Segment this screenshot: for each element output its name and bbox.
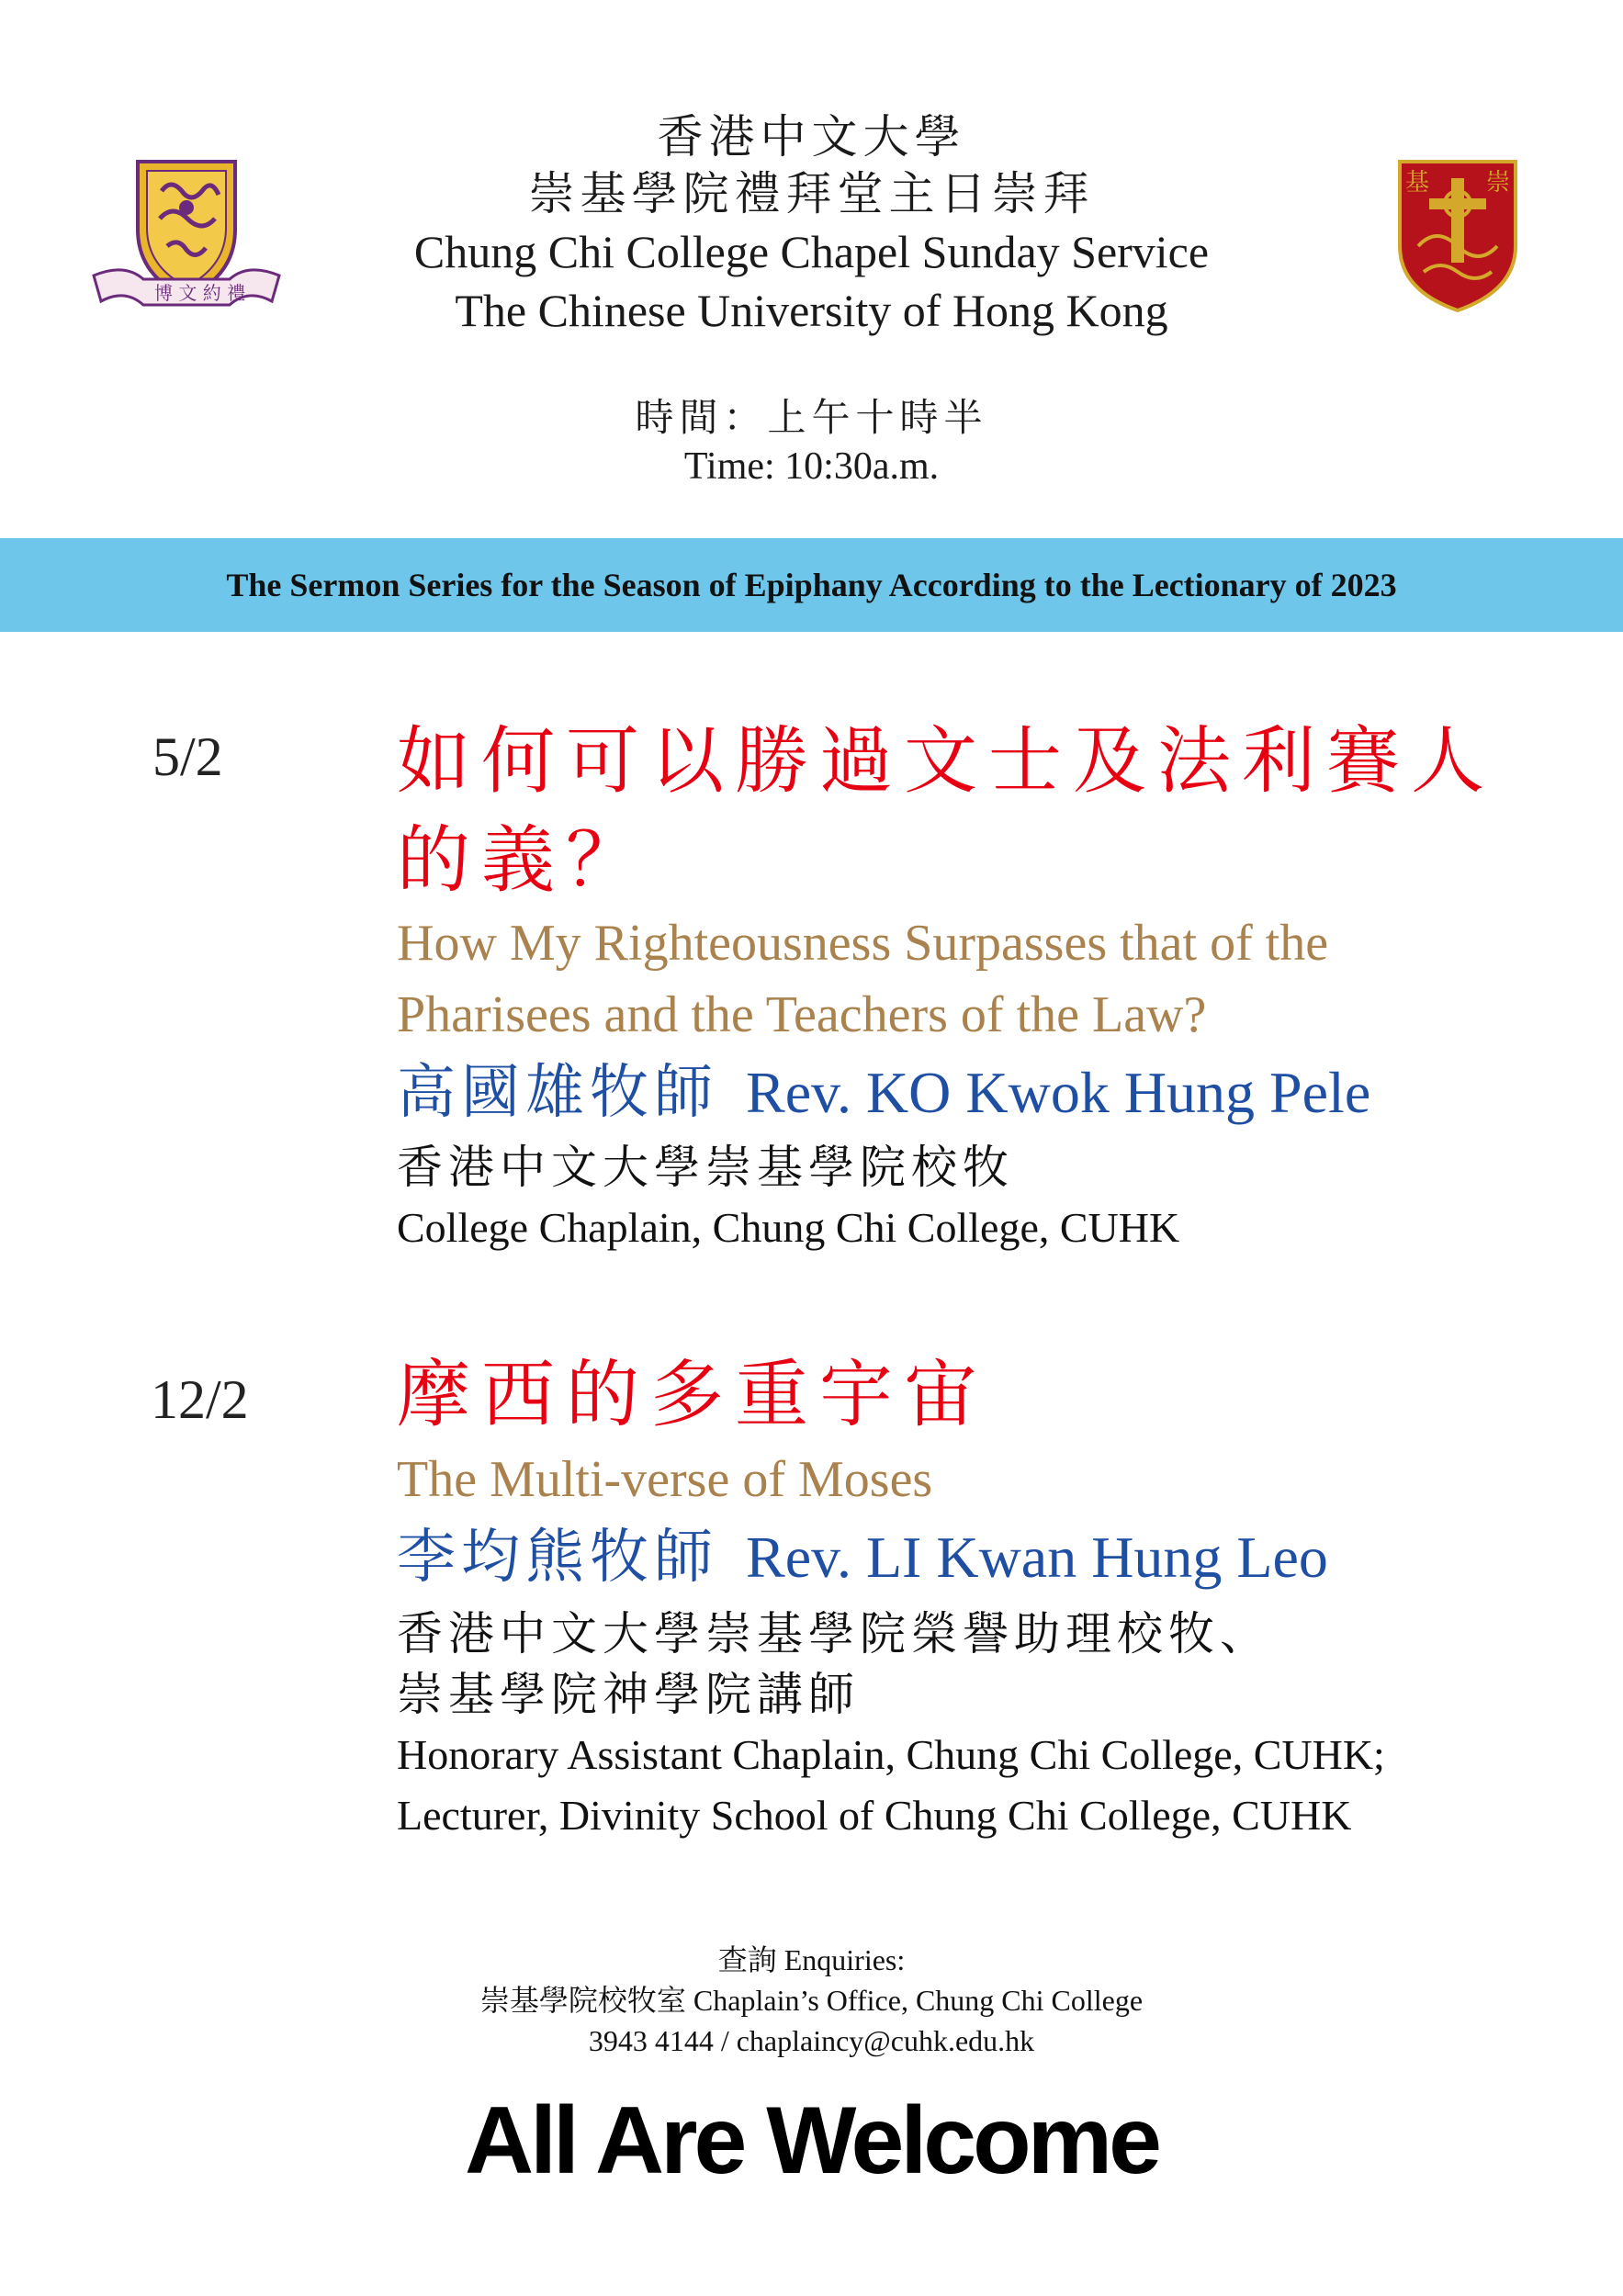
chapel-service-name-en: Chung Chi College Chapel Sunday Service (413, 226, 1210, 277)
speaker-affiliation-en-cont: Lecturer, Divinity School of Chung Chi College, CUHK (397, 1792, 1352, 1839)
speaker-name (397, 1056, 1591, 1130)
shield-seal-char-left: 基 (1405, 169, 1430, 196)
sermon-title-zh: 摩西的多重宇宙 (397, 1356, 988, 1436)
speaker-name-en: Rev. LI Kwan Hung Leo (746, 1525, 1328, 1590)
enquiries-label: 查詢 Enquiries: (717, 1943, 906, 1976)
enquiries-contact: 3943 4144 / chaplaincy@cuhk.edu.hk (588, 2024, 1035, 2057)
sermon-title-en-cont: Pharisees and the Teachers of the Law? (397, 986, 1207, 1043)
speaker-affiliation-en: Honorary Assistant Chaplain, Chung Chi College, CUHK; (397, 1731, 1385, 1778)
svg-text:博 文 約 禮: 博 文 約 禮 (154, 282, 246, 304)
sermon-title-zh-cont: 的義？ (397, 821, 650, 902)
shield-seal-char-right: 崇 (1486, 169, 1511, 196)
enquiries-office: 崇基學院校牧室 Chaplain’s Office, Chung Chi College (479, 1984, 1144, 2017)
sermon-title-en: The Multi-verse of Moses (397, 1451, 933, 1508)
sermon-title-zh: 如何可以勝過文士及法利賽人 (397, 722, 1495, 803)
service-date: 12/2 (151, 1369, 249, 1430)
speaker-name (397, 1521, 1591, 1594)
service-time-en: Time: 10:30a.m. (683, 445, 940, 488)
sermon-series-text: The Sermon Series for the Season of Epiphany According to the Lectionary of 2023 (226, 567, 1397, 603)
university-name-zh: 香港中文大學 (657, 111, 966, 163)
enquiries (0, 1940, 1623, 2061)
header (0, 108, 1623, 340)
chapel-service-name-zh: 崇基學院禮拜堂主日崇拜 (528, 168, 1095, 219)
service-entry (397, 1346, 1591, 1846)
speaker-affiliation-en: College Chaplain, Chung Chi College, CUHK (397, 1204, 1180, 1251)
service-entry (397, 713, 1591, 1258)
speaker-affiliation-zh: 香港中文大學崇基學院校牧 (397, 1142, 1014, 1193)
speaker-name-zh: 李均熊牧師 (397, 1525, 718, 1590)
university-name-en: The Chinese University of Hong Kong (455, 285, 1168, 336)
sermon-title-en: How My Righteousness Surpasses that of the (397, 915, 1329, 972)
speaker-affiliation-zh: 香港中文大學崇基學院榮譽助理校牧、 (397, 1608, 1271, 1660)
speaker-name-zh: 高國雄牧師 (397, 1060, 718, 1125)
speaker-affiliation-zh-cont: 崇基學院神學院講師 (397, 1669, 860, 1720)
speaker-name-en: Rev. KO Kwok Hung Pele (746, 1060, 1371, 1125)
service-time-zh: 時間：上午十時半 (635, 398, 988, 440)
sermon-series-banner (0, 538, 1623, 632)
service-date: 5/2 (152, 726, 223, 787)
welcome-message: All Are Welcome (465, 2088, 1158, 2194)
